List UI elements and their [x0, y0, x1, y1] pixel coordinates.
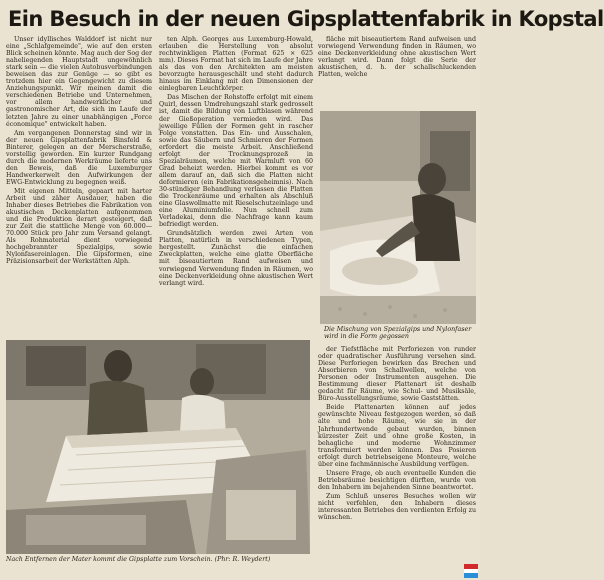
- article-column-2: [159, 36, 313, 336]
- luxembourg-flag-icon: [464, 564, 478, 578]
- paragraph: Unsere Frage, ob auch eventuelle Kunden die Betriebsräume besichtigen dürften, wurde von den Inhabern im bejahenden Sinne beantwortet.: [318, 469, 476, 491]
- photo-caption-right: Die Mischung von Spezialgips und Nylonfaser wird in die Form gegossen: [324, 326, 472, 341]
- paragraph: Zum Schluß unseres Besuches wollen wir nicht verfehlen, den Inhabern dieses interessanten Betriebes den verdienten Erfolg zu wünschen.: [318, 492, 476, 522]
- article-column-3-bottom: [318, 346, 476, 574]
- photo-worker-mixing: [320, 111, 476, 324]
- photo-workers-plates: [6, 340, 310, 554]
- paragraph: Mit eigenen Mitteln, gepaart mit harter Arbeit und zäher Ausdauer, haben die Inhaber dieses Betriebes die Fabrikation von akustischen Deckenplatten aufgenommen und die Produktion derart gesteigert, daß zur Zeit die stattliche Menge von 60.000—70.000 Stück pro Jahr zum Versand gelangt. Als Rohmaterial dient vorwiegend hochgebrannter Spezialgips, sowie Nylonfasereinlagen. Die Gipsformen, eine Präzisionsarbeit der Werkstätten Alph.: [6, 187, 152, 266]
- paragraph: Am vergangenen Donnerstag sind wir in der neuen Gipsplattenfabrik Binsfeld & Binterer, gelegen an der Merscherstraße, vorstellig geworden. Ein kurzer Rundgang durch die modernen Werkräume lieferte uns den Beweis, daß die Luxemburger Handwerkerwelt den Aufwirkungen der EWG-Entwicklung zu begegnen weiß.: [6, 129, 152, 186]
- paragraph: der Tiefstfläche mit Perforiezen von runder oder quadratischer Ausführung versehen sind. Diese Perforiegen bewirken das Brechen und Absorbieren von Schallwellen, welche von Personen oder Instrumenten ausgehen. Die Bestimmung dieser Plattenart ist deshalb gedacht für Räume, wie Schul- und Musiksäle, Büro-Ausstellungsräume, sowie Gaststätten.: [318, 346, 476, 403]
- paragraph: ten Alph. Georges aus Luxemburg-Howald, erlauben die Herstellung von absolut rechtwinkligen Platten (Format 625 × 625 mm). Dieses Format hat sich im Laufe der Jahre als das von den Architekten am meisten bevorzugte herausgeschält und steht dadurch hinaus im Einklang mit den Dimensionen der einlegbaren Leuchtkörper.: [159, 36, 313, 93]
- article-column-3-top: [318, 36, 476, 110]
- article-column-1: [6, 36, 152, 336]
- headline: Ein Besuch in der neuen Gipsplattenfabrik in Kopstal: [8, 7, 604, 31]
- paragraph: fläche mit biseautiertem Rand aufweisen und vorwiegend Verwendung finden in Räumen, wo eine Deckenverkleidung ohne akustischen Wert verlangt wird. Dann folgt die Serie der akustischen, d. h. der schallschluckenden Platten, welche: [318, 36, 476, 79]
- paragraph: Grundsätzlich werden zwei Arten von Platten, natürlich in verschiedenen Typen, hergestellt. Zunächst die einfachen Zweckplatten, welche eine glatte Oberfläche mit biseautiertem Rand aufweisen und vorwiegend Verwendung finden in Räumen, wo eine Deckenverkleidung ohne akustischen Wert verlangt wird.: [159, 230, 313, 287]
- paragraph: Unser idyllisches Walddorf ist nicht nur eine „Schlafgemeinde", wie auf den ersten Blick scheinen könnte. Mag auch der Sog der naheliegenden Hauptstadt ungewöhnlich stark sein — die vielen Autobusverbindungen beweisen das zur Genüge — so gibt es trotzdem hier ein Gegengewicht zu diesem Anziehungspunkt. Wir meinen damit die verschiedenen Betriebe und Unternehmen, vor allem handwerklicher und gastronomischer Art, die sich im Laufe der letzten Jahre zu einer unabhängigen „Force économique" entwickelt haben.: [6, 36, 152, 128]
- paragraph: Beide Plattenarten können auf jedes gewünschte Niveau festgezogen werden, so daß alte und hohe Räume, wie sie in der Jahrhundertwende gebaut wurden, binnen kürzester Zeit und ohne große Kosten, in behagliche und moderne Wohnzimmer transformiert werden können. Das Posieren erfolgt durch betriebseigene Monteure, welche über eine fachmännische Ausbildung verfügen.: [318, 404, 476, 468]
- photo-caption-bottom: Nach Entfernen der Mater kommt die Gipsplatte zum Vorschein. (Phr: R. Weydert): [6, 556, 271, 563]
- paragraph: Das Mischen der Rohstoffe erfolgt mit einem Quirl, dessen Umdrehungszahl stark gedrosselt ist, damit die Bildung von Luftblasen während der Gießoperation vermieden wird. Das jeweilige Füllen der Formen geht in rascher Folge vonstatten. Das Ein- und Ausschalen, sowie das Säubern und Schmieren der Formen erfordert die meiste Arbeit. Anschließend erfolgt der Trocknungsprozeß in Spezialräumen, welche mit Warmluft von 60 Grad beheizt werden. Hierbei kommt es vor allem darauf an, daß sich die Platten nicht deformieren (ein Fabrikationsgeheimnis). Nach 30-stündiger Behandlung verlassen die Platten die Trockenräume und erhalten als Abschluß eine Glaswollmatte mit Rieselschutzeinlage und eine Aluminiumfolie. Nun schnell zum Verladekai, denn die Nachfrage kann kaum befriedigt werden.: [159, 94, 313, 229]
